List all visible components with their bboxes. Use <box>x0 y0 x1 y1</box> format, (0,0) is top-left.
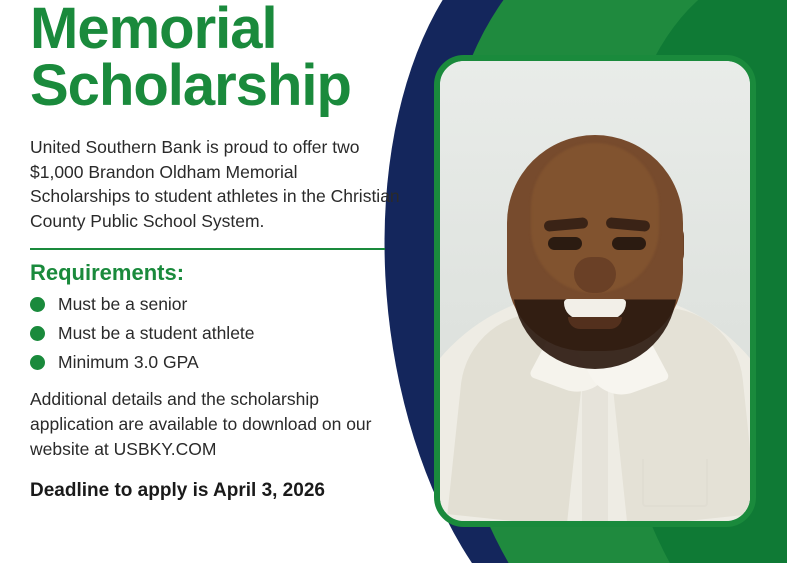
intro-paragraph: United Southern Bank is proud to offer two $1,000 Brandon Oldham Memorial Scholarships to student athletes in the Christian County Public School System. <box>30 136 400 232</box>
bullet-icon <box>30 297 45 312</box>
requirements-list <box>30 294 410 373</box>
requirements-heading: Requirements: <box>30 260 185 286</box>
shirt-pocket <box>642 459 708 507</box>
eye-left <box>548 237 582 250</box>
list-item <box>30 294 410 315</box>
shirt-placket <box>582 381 608 521</box>
portrait-photo-frame <box>434 55 756 527</box>
deadline-text: Deadline to apply is April 3, 2026 <box>30 479 325 501</box>
lower-lip <box>568 317 622 329</box>
portrait-photo <box>440 61 750 521</box>
mouth-shape <box>564 299 626 319</box>
page-title <box>30 0 410 119</box>
details-paragraph: Additional details and the scholarship application are available to download on our website at USBKY.COM <box>30 389 372 459</box>
nose-shape <box>574 257 616 293</box>
section-divider <box>30 248 385 250</box>
headline-line-1: Memorial <box>30 0 277 61</box>
eye-right <box>612 237 646 250</box>
bullet-icon <box>30 326 45 341</box>
list-item-label: Must be a senior <box>58 294 188 315</box>
list-item-label: Must be a student athlete <box>58 323 255 344</box>
portrait-illustration <box>440 61 750 521</box>
list-item-label: Minimum 3.0 GPA <box>58 352 199 373</box>
bullet-icon <box>30 355 45 370</box>
list-item <box>30 323 410 344</box>
headline-line-2: Scholarship <box>30 53 351 119</box>
list-item <box>30 352 410 373</box>
